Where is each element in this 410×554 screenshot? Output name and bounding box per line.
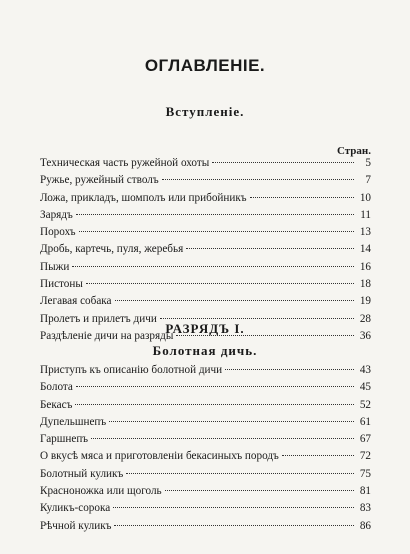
intro-heading: Вступленіе.	[165, 104, 245, 119]
toc-entry-page: 11	[360, 208, 371, 221]
dot-leader	[91, 438, 354, 439]
toc-entry-label: Легавая собака	[40, 295, 112, 308]
toc-entry	[40, 468, 371, 485]
toc-entry-label: Пистоны	[40, 278, 83, 291]
toc-entry-page: 18	[359, 278, 371, 291]
dot-leader	[282, 455, 354, 456]
toc-entry	[40, 485, 371, 502]
subcategory-heading: Болотная дичь.	[152, 343, 258, 358]
toc-entry-label: Дробь, картечь, пуля, жеребья	[40, 243, 184, 256]
toc-section-intro	[40, 157, 371, 347]
dot-leader	[113, 507, 354, 508]
toc-entry-label: Гаршнепъ	[40, 433, 89, 446]
toc-entry	[40, 399, 371, 416]
toc-entry-label: Дупельшнепъ	[40, 415, 107, 428]
toc-entry	[40, 295, 371, 312]
page-title: ОГЛАВЛЕНIЕ.	[144, 56, 266, 75]
toc-entry	[40, 416, 371, 433]
toc-entry-label: Болотный куликъ	[40, 467, 124, 480]
toc-entry-label: Болота	[40, 381, 73, 394]
page-column-label: Стран.	[336, 145, 371, 157]
toc-entry	[40, 502, 371, 519]
toc-entry	[40, 209, 371, 226]
toc-entry-page: 86	[359, 519, 371, 532]
toc-entry-page: 10	[359, 191, 371, 204]
dot-leader	[76, 214, 354, 215]
toc-entry-page: 13	[359, 226, 371, 239]
toc-entry-page: 5	[365, 157, 371, 169]
dot-leader	[126, 473, 354, 474]
toc-entry-label: Раздѣленіе дичи на разряды	[40, 329, 174, 342]
toc-entry	[40, 261, 371, 278]
category-heading: РАЗРЯДЪ I.	[165, 321, 245, 336]
toc-entry-page: 14	[359, 243, 371, 256]
toc-entry-label: Зарядъ	[40, 208, 73, 221]
toc-entry	[40, 520, 371, 537]
toc-entry-page: 81	[359, 485, 371, 498]
toc-entry-page: 67	[359, 433, 371, 446]
toc-entry-label: Бекасъ	[40, 398, 73, 411]
toc-entry-page: 45	[359, 381, 371, 394]
dot-leader	[160, 318, 354, 319]
toc-entry-page: 16	[359, 260, 371, 273]
toc-entry	[40, 192, 371, 209]
toc-entry-label: Приступъ къ описанію болотной дичи	[40, 364, 223, 376]
toc-entry	[40, 433, 371, 450]
dot-leader	[165, 490, 354, 491]
dot-leader	[225, 369, 354, 370]
toc-entry-label: Пыжи	[40, 260, 70, 273]
dot-leader	[212, 162, 354, 163]
dot-leader	[86, 283, 354, 284]
toc-entry-page: 75	[359, 467, 371, 480]
toc-entry	[40, 364, 371, 381]
toc-entry-page: 7	[365, 174, 371, 187]
toc-entry-label: Красноножка или щоголь	[40, 485, 162, 498]
toc-entry-label: О вкусѣ мяса и приготовленіи бекасиныхъ породъ	[40, 450, 279, 463]
toc-entry	[40, 381, 371, 398]
toc-section-marsh-game	[40, 364, 371, 537]
toc-entry-label: Техническая часть ружейной охоты	[40, 157, 210, 169]
dot-leader	[162, 179, 354, 180]
toc-entry	[40, 157, 371, 174]
toc-entry	[40, 243, 371, 260]
toc-entry-page: 36	[359, 329, 371, 342]
toc-entry-page: 19	[359, 295, 371, 308]
dot-leader	[79, 231, 354, 232]
dot-leader	[75, 404, 354, 405]
toc-entry-label: Пролетъ и прилетъ дичи	[40, 312, 157, 325]
toc-entry-page: 43	[359, 364, 371, 376]
toc-entry-page: 83	[359, 502, 371, 515]
toc-entry-page: 72	[359, 450, 371, 463]
toc-entry-label: Рѣчной куликъ	[40, 519, 112, 532]
toc-entry-page: 52	[359, 398, 371, 411]
toc-entry-label: Порохъ	[40, 226, 76, 239]
dot-leader	[114, 525, 354, 526]
toc-entry-page: 61	[359, 415, 371, 428]
toc-entry-label: Ружье, ружейный стволъ	[40, 174, 159, 187]
dot-leader	[72, 266, 354, 267]
dot-leader	[109, 421, 354, 422]
toc-entry-label: Ложа, прикладъ, шомполъ или прибойникъ	[40, 191, 247, 204]
dot-leader	[115, 300, 354, 301]
dot-leader	[250, 197, 354, 198]
dot-leader	[186, 248, 354, 249]
toc-entry	[40, 278, 371, 295]
toc-entry-label: Куликъ-сорока	[40, 502, 111, 515]
toc-entry	[40, 174, 371, 191]
toc-entry	[40, 226, 371, 243]
toc-entry	[40, 450, 371, 467]
dot-leader	[76, 386, 354, 387]
toc-entry-page: 28	[359, 312, 371, 325]
